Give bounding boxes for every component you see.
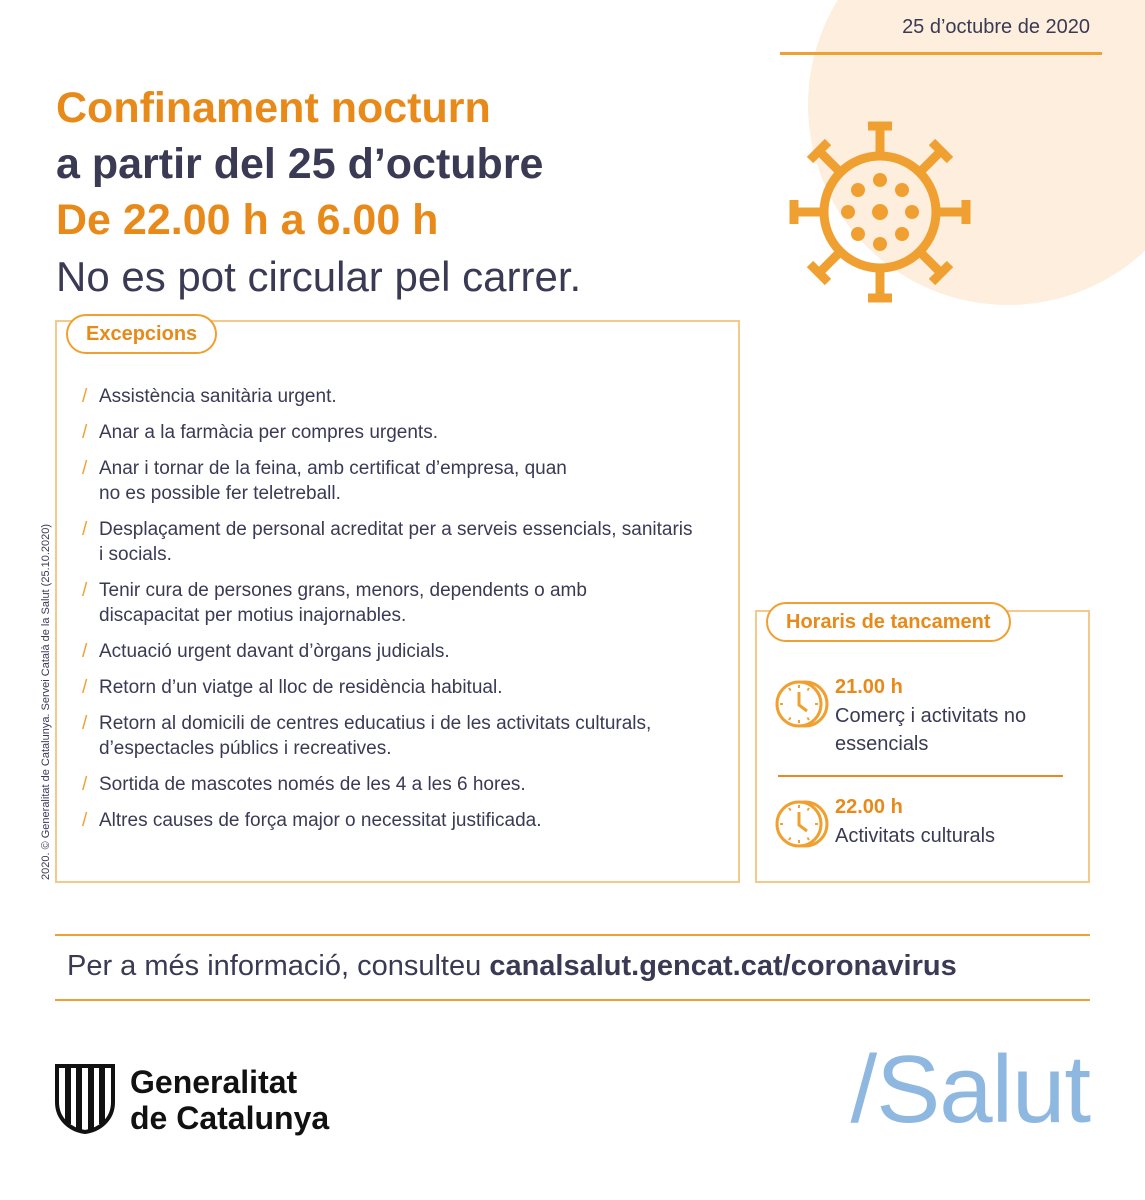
date-underline (780, 52, 1102, 55)
closing-desc: Comerç i activitats no essencials (835, 705, 1027, 755)
info-text: Per a més informació, consulteu canalsalut.gencat.cat/coronavirus (67, 950, 957, 982)
page-title (56, 80, 581, 306)
exception-item: / Tenir cura de persones grans, menors, dependents o amb discapacitat per motius inajornables. (82, 580, 587, 626)
title-line-3: De 22.00 h a 6.00 h (56, 196, 439, 244)
exception-item: / Sortida de mascotes només de les 4 a les 6 hores. (82, 774, 526, 795)
exceptions-label: Excepcions (66, 314, 217, 354)
info-link[interactable]: canalsalut.gencat.cat/coronavirus (489, 950, 957, 982)
closing-desc: Activitats culturals (835, 825, 996, 847)
virus-icon (780, 112, 980, 312)
exception-item: / Retorn d’un viatge al lloc de residència habitual. (82, 677, 503, 698)
exception-item: / Desplaçament de personal acreditat per a serveis essencials, sanitaris i socials. (82, 519, 693, 565)
salut-brand: /Salut (850, 1036, 1090, 1143)
title-line-2: a partir del 25 d’octubre (56, 140, 544, 188)
exception-item: / Actuació urgent davant d’òrgans judicials. (82, 641, 450, 662)
title-line-1: Confinament nocturn (56, 84, 491, 132)
closing-hours-label: Horaris de tancament (766, 602, 1011, 642)
exceptions-list (82, 384, 732, 844)
credit-text: 2020. © Generalitat de Catalunya. Servei Català de la Salut (25.10.2020) (40, 523, 52, 880)
generalitat-name: Generalitat de Catalunya (130, 1064, 330, 1136)
closing-time: 21.00 h (835, 676, 903, 698)
clock-icon (772, 678, 832, 730)
exception-item: / Altres causes de força major o necessitat justificada. (82, 810, 542, 831)
exception-item: / Anar a la farmàcia per compres urgents. (82, 422, 438, 443)
clock-icon (772, 798, 832, 850)
generalitat-logo-icon (53, 1062, 117, 1134)
title-line-4: No es pot circular pel carrer. (56, 253, 582, 300)
exception-item: / Anar i tornar de la feina, amb certificat d’empresa, quan no es possible fer teletreball. (82, 458, 567, 504)
date-label: 25 d’octubre de 2020 (902, 16, 1090, 38)
closing-separator (778, 775, 1063, 777)
closing-time: 22.00 h (835, 796, 903, 818)
exception-item: / Retorn al domicili de centres educatius i de les activitats culturals, d’espectacles públics i recreatives. (82, 713, 652, 759)
info-divider-bottom (55, 999, 1090, 1001)
exception-item: / Assistència sanitària urgent. (82, 386, 337, 407)
info-divider-top (55, 934, 1090, 936)
